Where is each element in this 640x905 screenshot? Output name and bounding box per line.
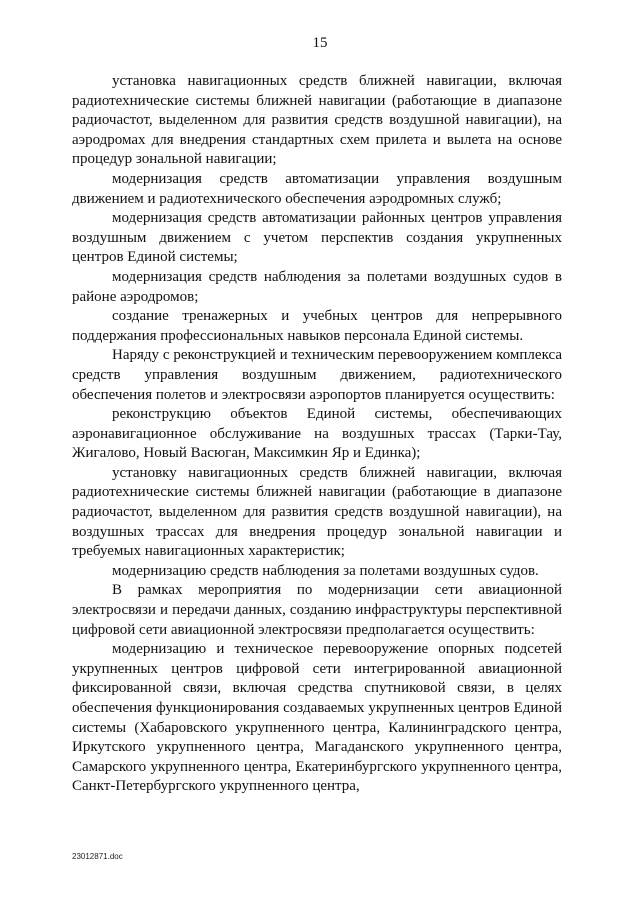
paragraph: модернизация средств наблюдения за полетами воздушных судов в районе аэродромов; [72,268,562,305]
paragraph: В рамках мероприятия по модернизации сети авиационной электросвязи и передачи данных, созданию инфраструктуры перспективной цифровой сети авиационной электросвязи предполагается осуществить: [72,582,562,638]
paragraph: создание тренажерных и учебных центров для непрерывного поддержания профессиональных навыков персонала Единой системы. [72,308,562,344]
document-filename: 23012871.doc [72,852,123,861]
paragraph: установку навигационных средств ближней навигации, включая радиотехнические системы ближней навигации (работающие в диапазоне радиочастот, выделенном для развития средств воздушной навигации), на воздушных трассах для внедрения процедур зональной навигации и требуемых навигационных характеристик; [72,464,562,560]
body-text [72,72,562,797]
paragraph: реконструкцию объектов Единой системы, обеспечивающих аэронавигационное обслуживание на воздушных трассах (Тарки-Тау, Жигалово, Новый Васюган, Максимкин Яр и Единка); [72,406,562,462]
page-number: 15 [312,35,328,51]
paragraph: модернизацию средств наблюдения за полетами воздушных судов. [112,562,539,579]
paragraph: модернизацию и техническое перевооружение опорных подсетей укрупненных центров цифровой сети интегрированной авиационной фиксированной связи, включая средства спутниковой связи, в целях обеспечения функционирования создаваемых укрупненных центров Единой системы (Хабаровского укрупненного центра, Калининградского центра, Иркутского укрупненного центра, Магаданского укрупненного центра, Самарского укрупненного центра, Екатеринбургского укрупненного центра, Санкт-Петербургского укрупненного центра, [72,641,562,795]
paragraph: модернизация средств автоматизации управления воздушным движением и радиотехнического обеспечения аэродромных служб; [72,170,562,207]
paragraph: установка навигационных средств ближней навигации, включая радиотехнические системы ближней навигации (работающие в диапазоне радиочастот, выделенном для развития средств воздушной навигации), на аэродромах для внедрения стандартных схем прилета и вылета на основе процедур зональной навигации; [72,73,562,168]
paragraph: модернизация средств автоматизации районных центров управления воздушным движением с учетом перспектив создания укрупненных центров Единой системы; [72,210,562,266]
paragraph: Наряду с реконструкцией и техническим перевооружением комплекса средств управления воздушным движением, радиотехнического обеспечения полетов и электросвязи аэропортов планируется осуществить: [72,347,562,403]
